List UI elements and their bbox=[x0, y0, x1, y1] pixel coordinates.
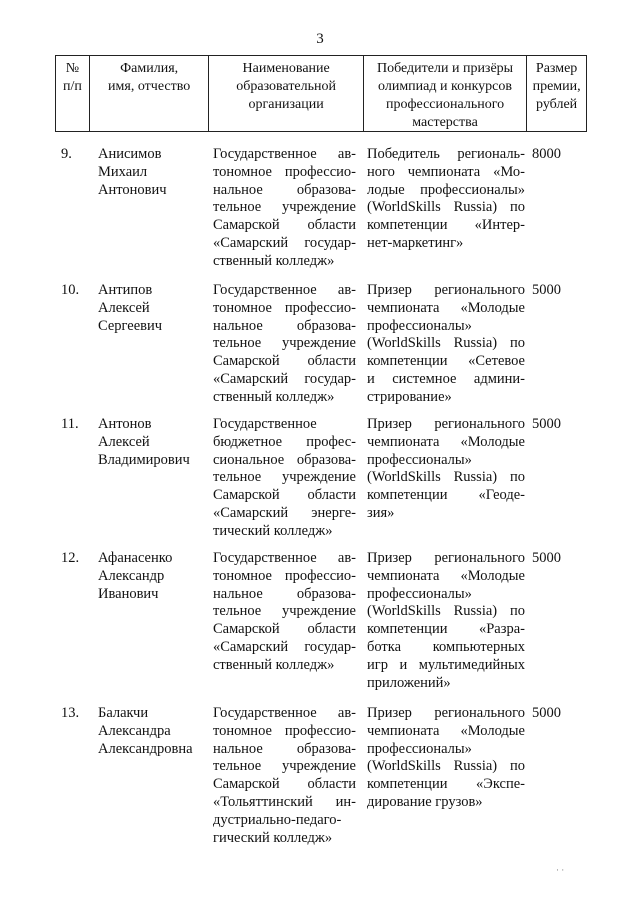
organization-line: «Тольяттинский ин- bbox=[213, 793, 356, 810]
organization bbox=[213, 146, 356, 271]
organization-line: тономное профессио- bbox=[213, 722, 356, 739]
person-name bbox=[98, 705, 210, 758]
achievement-line: компетенции «Геоде- bbox=[367, 487, 525, 504]
row-number bbox=[61, 705, 89, 723]
person-name-line: Михаил bbox=[98, 163, 148, 180]
organization bbox=[213, 550, 356, 675]
row-number bbox=[61, 146, 89, 164]
organization-line: бюджетное профес- bbox=[213, 433, 356, 450]
achievement-line: (WorldSkills Russia) по bbox=[367, 758, 525, 775]
row-number-line: 10. bbox=[61, 282, 80, 298]
header-text: п/п bbox=[63, 79, 82, 94]
achievement bbox=[367, 282, 525, 407]
prize-amount bbox=[532, 705, 587, 723]
achievement bbox=[367, 705, 525, 812]
organization-line: Самарской области bbox=[213, 776, 356, 793]
achievement-line: стрирование» bbox=[367, 388, 452, 405]
header-num bbox=[56, 56, 90, 131]
header-text: Наименование bbox=[242, 61, 330, 76]
achievement-line: Призер регионального bbox=[367, 282, 525, 298]
organization-line: нальное образова- bbox=[213, 585, 356, 602]
achievement-line: Призер регионального bbox=[367, 550, 525, 566]
organization-line: нальное образова- bbox=[213, 740, 356, 757]
header-text: Размер bbox=[535, 61, 578, 76]
header-text: рублей bbox=[536, 97, 578, 112]
achievement-line: зия» bbox=[367, 504, 395, 521]
header-winners bbox=[364, 56, 527, 131]
achievement-line: дирование грузов» bbox=[367, 793, 483, 810]
scan-artifact: · · bbox=[556, 865, 565, 875]
organization-line: тический колледж» bbox=[213, 522, 333, 539]
header-text: олимпиад и конкурсов bbox=[378, 79, 513, 94]
organization-line: тельное учреждение bbox=[213, 469, 356, 486]
achievement-line: компетенции «Сетевое bbox=[367, 353, 525, 370]
header-text: Фамилия, bbox=[120, 61, 179, 76]
prize-amount-line: 5000 bbox=[532, 550, 561, 566]
achievement-line: компетенции «Интер- bbox=[367, 217, 525, 234]
achievement-line: лодые профессионалы» bbox=[367, 181, 525, 198]
achievement-line: приложений» bbox=[367, 674, 451, 691]
prize-amount bbox=[532, 146, 587, 164]
achievement-line: игр и мультимедийных bbox=[367, 656, 525, 673]
organization-line: тельное учреждение bbox=[213, 335, 356, 352]
achievement-line: профессионалы» bbox=[367, 451, 472, 468]
organization-line: «Самарский государ- bbox=[213, 638, 356, 655]
header-text: Победители и призёры bbox=[376, 61, 514, 76]
prize-amount-line: 5000 bbox=[532, 282, 561, 298]
achievement-line: компетенции «Экспе- bbox=[367, 776, 525, 793]
prize-amount-line: 5000 bbox=[532, 705, 561, 721]
table-header bbox=[55, 55, 587, 132]
header-prize bbox=[527, 56, 586, 131]
header-text: организации bbox=[248, 97, 324, 112]
organization-line: нальное образова- bbox=[213, 317, 356, 334]
header-name bbox=[90, 56, 210, 131]
achievement bbox=[367, 146, 525, 253]
organization-line: сиональное образова- bbox=[213, 451, 356, 468]
row-number bbox=[61, 550, 89, 568]
row-number bbox=[61, 282, 89, 300]
header-text: премии, bbox=[532, 79, 581, 94]
organization-line: «Самарский государ- bbox=[213, 234, 356, 251]
organization-line: нальное образова- bbox=[213, 181, 356, 198]
achievement-line: профессионалы» bbox=[367, 317, 472, 334]
organization-line: гический колледж» bbox=[213, 829, 333, 846]
achievement-line: (WorldSkills Russia) по bbox=[367, 603, 525, 620]
header-text: мастерства bbox=[412, 115, 478, 130]
organization-line: Государственное ав- bbox=[213, 705, 356, 721]
header-text: № bbox=[65, 61, 80, 76]
organization-line: Государственное ав- bbox=[213, 146, 356, 162]
achievement-line: (WorldSkills Russia) по bbox=[367, 199, 525, 216]
person-name-line: Александр bbox=[98, 567, 165, 584]
achievement-line: чемпионата «Молодые bbox=[367, 299, 525, 316]
prize-amount-line: 8000 bbox=[532, 146, 561, 162]
person-name-line: Иванович bbox=[98, 585, 159, 602]
achievement-line: Победитель региональ- bbox=[367, 146, 525, 162]
achievement-line: профессионалы» bbox=[367, 740, 472, 757]
person-name bbox=[98, 416, 210, 469]
organization-line: тономное профессио- bbox=[213, 299, 356, 316]
organization-line: тельное учреждение bbox=[213, 758, 356, 775]
organization-line: ственный колледж» bbox=[213, 252, 335, 269]
achievement bbox=[367, 416, 525, 523]
person-name-line: Анисимов bbox=[98, 146, 162, 162]
achievement-line: чемпионата «Молодые bbox=[367, 433, 525, 450]
organization-line: ственный колледж» bbox=[213, 656, 335, 673]
header-organization bbox=[209, 56, 363, 131]
row-number bbox=[61, 416, 89, 434]
person-name-line: Александра bbox=[98, 722, 171, 739]
achievement-line: чемпионата «Молодые bbox=[367, 567, 525, 584]
achievement-line: ного чемпионата «Мо- bbox=[367, 163, 525, 180]
row-number-line: 11. bbox=[61, 416, 79, 432]
achievement-line: и системное админи- bbox=[367, 370, 525, 387]
organization bbox=[213, 416, 356, 541]
person-name-line: Балакчи bbox=[98, 705, 149, 721]
organization-line: тельное учреждение bbox=[213, 603, 356, 620]
person-name-line: Антонович bbox=[98, 181, 167, 198]
organization-line: тономное профессио- bbox=[213, 567, 356, 584]
person-name bbox=[98, 550, 210, 603]
achievement-line: компетенции «Разра- bbox=[367, 621, 525, 638]
row-number-line: 12. bbox=[61, 550, 80, 566]
person-name-line: Владимирович bbox=[98, 451, 190, 468]
header-text: образовательной bbox=[236, 79, 336, 94]
organization-line: Самарской области bbox=[213, 487, 356, 504]
achievement-line: чемпионата «Молодые bbox=[367, 722, 525, 739]
organization bbox=[213, 282, 356, 407]
prize-amount bbox=[532, 282, 587, 300]
organization-line: Государственное bbox=[213, 416, 317, 432]
achievement-line: (WorldSkills Russia) по bbox=[367, 335, 525, 352]
person-name-line: Алексей bbox=[98, 299, 150, 316]
achievement bbox=[367, 550, 525, 692]
organization-line: Самарской области bbox=[213, 621, 356, 638]
header-text: имя, отчество bbox=[108, 79, 191, 94]
prize-amount-line: 5000 bbox=[532, 416, 561, 432]
achievement-line: нет-маркетинг» bbox=[367, 234, 464, 251]
organization-line: «Самарский энерге- bbox=[213, 504, 356, 521]
person-name-line: Афанасенко bbox=[98, 550, 173, 566]
organization-line: Государственное ав- bbox=[213, 282, 356, 298]
row-number-line: 9. bbox=[61, 146, 72, 162]
achievement-line: Призер регионального bbox=[367, 705, 525, 721]
achievement-line: Призер регионального bbox=[367, 416, 525, 432]
prize-amount bbox=[532, 550, 587, 568]
person-name-line: Сергеевич bbox=[98, 317, 163, 334]
prize-amount bbox=[532, 416, 587, 434]
row-number-line: 13. bbox=[61, 705, 80, 721]
person-name bbox=[98, 282, 210, 335]
person-name-line: Антипов bbox=[98, 282, 153, 298]
organization-line: Самарской области bbox=[213, 353, 356, 370]
person-name-line: Александровна bbox=[98, 740, 193, 757]
person-name-line: Алексей bbox=[98, 433, 150, 450]
page-number: 3 bbox=[316, 31, 324, 47]
achievement-line: (WorldSkills Russia) по bbox=[367, 469, 525, 486]
achievement-line: ботка компьютерных bbox=[367, 638, 525, 655]
organization-line: тономное профессио- bbox=[213, 163, 356, 180]
organization-line: тельное учреждение bbox=[213, 199, 356, 216]
organization-line: дустриально-педаго- bbox=[213, 811, 342, 828]
organization-line: Государственное ав- bbox=[213, 550, 356, 566]
person-name-line: Антонов bbox=[98, 416, 152, 432]
header-text: профессионального bbox=[385, 97, 505, 112]
person-name bbox=[98, 146, 210, 199]
organization-line: «Самарский государ- bbox=[213, 370, 356, 387]
organization-line: ственный колледж» bbox=[213, 388, 335, 405]
organization bbox=[213, 705, 356, 847]
achievement-line: профессионалы» bbox=[367, 585, 472, 602]
organization-line: Самарской области bbox=[213, 217, 356, 234]
